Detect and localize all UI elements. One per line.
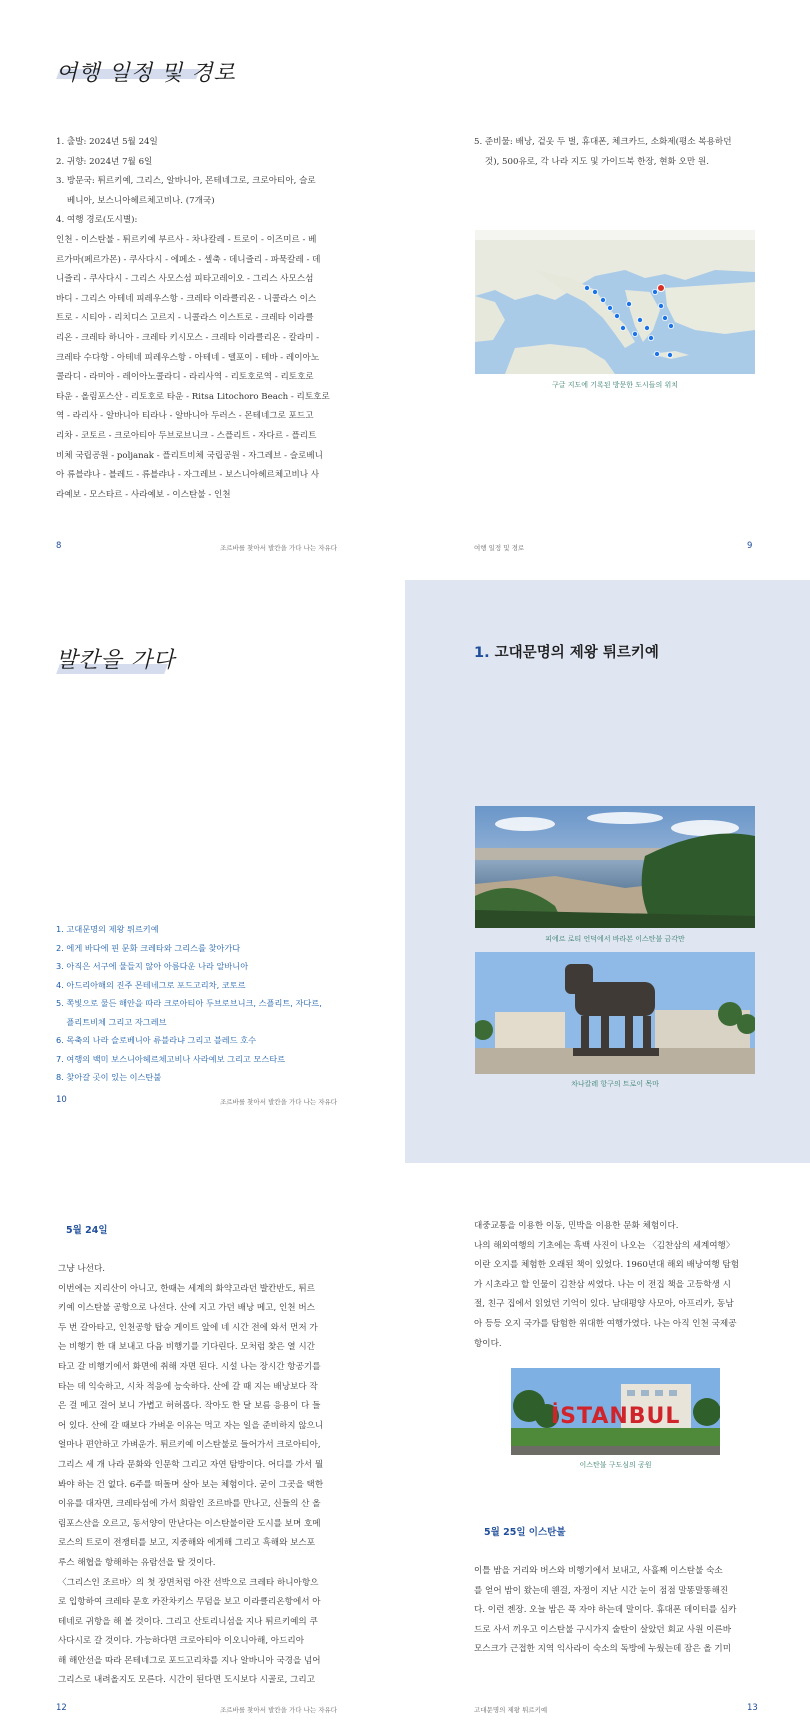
text-line: 콜라디 - 라미아 - 레이아노콜라디 - 라리사역 - 리토호로역 - 리토호로 — [56, 372, 314, 383]
text-line: 타는 데 익숙하고, 시차 적응에 능숙하다. 산에 갈 때 지는 배낭보다 작 — [58, 1381, 318, 1392]
running-head-chapter: 고대문명의 제왕 튀르키예 — [474, 1706, 548, 1714]
chapter-title: 고대문명의 제왕 튀르키예 — [494, 645, 659, 661]
text-line: 는 비행기 한 대 보내고 다음 비행기를 기다린다. 모처럼 찾은 열 시간 — [58, 1342, 315, 1353]
running-head-section: 여행 일정 및 경로 — [474, 544, 525, 552]
text-line: 해 해안선을 따라 몬테네그로 포드고리차를 지나 알바니아 국경을 넘어 — [58, 1655, 321, 1666]
spread-diary — [0, 1180, 810, 1728]
date-heading-may-25: 5월 25일 이스탄불 — [484, 1527, 566, 1538]
diary-text-right-bottom — [474, 1562, 764, 1660]
spread-going-balkans — [0, 580, 810, 1163]
toc-item: 1. 고대문명의 제왕 튀르키예 — [56, 924, 159, 934]
text-line: 2. 귀향: 2024년 7월 6일 — [56, 156, 153, 167]
text-line: 그냥 나선다. — [58, 1264, 105, 1274]
page-number-9: 9 — [747, 541, 753, 551]
map-caption: 구글 지도에 기록된 방문한 도시들의 위치 — [551, 381, 679, 389]
text-line: 리온 - 크레타 하니아 - 크레타 키시모스 - 크레타 이라클리온 - 칼라미 - — [56, 332, 320, 343]
text-line: 바디 - 그리스 아테네 피레우스항 - 크레타 이라클리온 - 니콜라스 이스 — [56, 293, 317, 304]
text-line: 봐야 하는 건 없다. 6주를 떠돌며 살아 보는 체험이다. 굳이 그곳을 택한 — [58, 1479, 324, 1490]
text-line: 비체 국립공원 - poljanak - 플리트비체 국립공원 - 자그레브 - 슬로베니 — [56, 450, 323, 461]
toc-item: 8. 찾아갈 곳이 있는 이스탄불 — [56, 1072, 162, 1082]
istanbul-sign: İSTANBUL — [551, 1404, 681, 1429]
text-line: 라예보 - 모스타르 - 사라예보 - 이스탄불 - 인천 — [56, 489, 231, 500]
text-line: 타고 갈 비행기에서 화면에 취해 자면 된다. 시설 나는 장시간 항공기를 — [58, 1361, 321, 1372]
text-line: 아 류블랴나 - 블레드 - 류블랴나 - 자그레브 - 보스니아헤르체고비나 사 — [56, 470, 320, 481]
text-line: 역 - 라리사 - 알바니아 티라나 - 알바니아 두러스 - 몬테네그로 포드고 — [56, 411, 314, 422]
text-line: 나의 해외여행의 기초에는 흑백 사진이 나오는 〈김찬삼의 세계여행〉 — [474, 1240, 735, 1251]
schedule-list-right — [474, 133, 764, 172]
script-title-balkans: 발칸을 가다 — [56, 648, 176, 673]
text-line: 은 걸 메고 걸어 보니 가볍고 허허롭다. 작아도 한 달 보름 응용이 다 들 — [58, 1401, 321, 1412]
text-line: 이란 오지를 체험한 오래된 책이 있었다. 1960년대 해외 배낭여행 탐험 — [474, 1260, 740, 1271]
chapter-heading — [474, 641, 659, 662]
text-line: 대중교통을 이용한 이동, 민박을 이용한 문화 체험이다. — [474, 1221, 679, 1231]
chapter-number: 1. — [474, 645, 490, 661]
text-line: 키예 이스탄불 공항으로 나선다. 산에 지고 가던 배낭 메고, 인천 버스 — [58, 1303, 315, 1314]
golden-horn-illustration — [475, 806, 755, 928]
text-line: 인천 - 이스탄불 - 튀르키예 부르사 - 차나칼레 - 트로이 - 이즈미르 - 베 — [56, 234, 317, 245]
text-line: 드로 사서 끼우고 이스탄불 구시가지 술탄이 살았던 회교 사원 이른바 — [474, 1624, 732, 1635]
text-line: 절, 친구 집에서 읽었던 기억이 있다. 남대평양 사모아, 아프리카, 동남 — [474, 1299, 734, 1310]
diary-text-left — [58, 1260, 354, 1691]
text-line: 다. 이런 젠장. 오늘 밤은 푹 자야 하는데 말이다. 휴대폰 데이터를 심카 — [474, 1605, 737, 1616]
text-line: 트로 - 시티아 - 리치디스 고르지 - 니콜라스 이스트로 - 크레타 이라클 — [56, 313, 314, 324]
text-line: 사다시로 갈 것이다. 가능하다면 크로아티아 이오니아해, 아드리아 — [58, 1636, 304, 1647]
text-line: 림포스산을 오르고, 동서양이 만난다는 이스탄불이란 도시를 보며 호메 — [58, 1518, 321, 1529]
text-line: 1. 출발: 2024년 5월 24일 — [56, 137, 158, 147]
table-of-contents — [56, 920, 356, 1087]
text-line: 베니아, 보스니아헤르체고비나. (7개국) — [56, 195, 215, 206]
spread-travel-schedule — [0, 0, 810, 560]
date-heading-may-24: 5월 24일 — [66, 1225, 108, 1236]
golden-horn-photo — [475, 806, 755, 928]
text-line: 이유를 대자면, 크레타섬에 가서 희람인 조르바를 만나고, 신들의 산 올 — [58, 1499, 321, 1510]
text-line: 아 등등 오지 국가를 탐험한 위대한 여행가였다. 나는 아직 인천 국제공 — [474, 1318, 737, 1329]
diary-text-right-top — [474, 1217, 764, 1354]
text-line: 가 시초라고 할 인물이 김찬삼 씨였다. 나는 이 전집 책을 고등학생 시 — [474, 1279, 731, 1290]
map-illustration — [475, 230, 755, 374]
text-line: 니즐리 - 쿠사다시 - 그리스 사모스섬 피타고레이오 - 그리스 사모스섬 — [56, 274, 314, 285]
text-line: 모스크가 근접한 지역 익사라이 숙소의 독방에 누웠는데 잠은 올 기미 — [474, 1644, 732, 1655]
text-line: 리차 - 코토르 - 크로아티아 두브로브니크 - 스플리트 - 자다르 - 플리트 — [56, 430, 317, 441]
text-line: 르가마(페르가몬) - 쿠사다시 - 에페소 - 셀축 - 데니즐리 - 파묵칼레 - 데 — [56, 254, 321, 265]
toc-item: 3. 아직은 서구에 물들지 않아 아름다운 나라 알바니아 — [56, 961, 249, 971]
schedule-list-left — [56, 133, 348, 505]
text-line: 를 얻어 밤이 왔는데 웬걸, 자정이 지난 시간 눈이 점점 말똥말똥해진 — [474, 1585, 729, 1596]
toc-item: 7. 여행의 백미 보스니아헤르체고비나 사라예보 그리고 모스타르 — [56, 1053, 286, 1064]
text-line: 이틀 밤을 거리와 버스와 비행기에서 보내고, 사흘째 이스탄불 숙소 — [474, 1566, 723, 1576]
text-line: 항이다. — [474, 1338, 502, 1349]
text-line: 것), 500유로, 각 나라 지도 및 가이드북 한장, 현화 오만 원. — [474, 156, 709, 167]
text-line: 5. 준비물: 배낭, 겉옷 두 벌, 휴대폰, 체크카드, 소화제(평소 복용하던 — [474, 137, 732, 147]
script-title-schedule: 여행 일정 및 경로 — [56, 61, 236, 86]
text-line: 로 입항하여 크레타 문호 카잔차키스 무덤을 보고 이라클리온항에서 아 — [58, 1597, 321, 1608]
text-line: 그리스 세 개 나라 문화와 인문학 그리고 자연 탐방이다. 어디를 가서 뭘 — [58, 1459, 324, 1470]
page-number-8: 8 — [56, 541, 62, 551]
toc-item: 6. 목축의 나라 슬로베니아 류블라냐 그리고 블레드 호수 — [56, 1035, 257, 1045]
istanbul-park-photo — [511, 1368, 720, 1455]
trojan-horse-photo — [475, 952, 755, 1074]
text-line: 테네로 귀항을 해 볼 것이다. 그리고 산토리니섬을 지나 튀르키예의 쿠 — [58, 1616, 318, 1627]
text-line: 어 있다. 산에 갈 때보다 가벼운 이유는 먹고 자는 일을 준비하지 않으니 — [58, 1420, 324, 1431]
text-line: 크레타 수다항 - 아테네 피레우스항 - 아테네 - 델포이 - 테바 - 레이아노 — [56, 352, 320, 363]
google-map-image — [475, 230, 755, 374]
page-number-13: 13 — [747, 1703, 758, 1713]
text-line: 〈그리스인 조르바〉의 첫 장면처럼 아잔 선박으로 크레타 하니아항으 — [58, 1577, 319, 1588]
running-head-book-title: 조르바를 찾아서 발칸을 가다 나는 자유다 — [220, 544, 338, 552]
toc-item: 5. 쪽빛으로 물든 해안을 따라 크로아티아 두브로브니크, 스플리트, 자다르, — [56, 998, 322, 1008]
toc-item: 4. 아드리아해의 진주 몬테네그로 포드고리차, 코토르 — [56, 979, 246, 990]
running-head-book-title-2: 조르바를 찾아서 발칸을 가다 나는 자유다 — [220, 1098, 338, 1106]
text-line: 4. 여행 경로(도시별): — [56, 215, 138, 226]
page-number-10: 10 — [56, 1095, 67, 1105]
text-line: 3. 방문국: 튀르키예, 그리스, 알바니아, 몬테네그로, 크로아티아, 슬로 — [56, 176, 316, 187]
text-line: 두 번 갈아타고, 인천공항 탑승 게이트 앞에 네 시간 전에 와서 먼저 가 — [58, 1322, 318, 1333]
text-line: 루스 해협을 항해하는 유람선을 탈 것이다. — [58, 1557, 216, 1568]
istanbul-park-caption: 이스탄불 구도심의 공원 — [579, 1461, 652, 1469]
golden-horn-caption: 피에르 로티 언덕에서 바라본 이스탄불 금각만 — [545, 935, 685, 943]
trojan-horse-caption: 차나칼레 항구의 트로이 목마 — [571, 1080, 659, 1088]
toc-item: 플리트비체 그리고 자그레브 — [56, 1016, 167, 1027]
trojan-horse-illustration — [475, 952, 755, 1074]
text-line: 타운 - 올림포스산 - 리토호로 타운 - Ritsa Litochoro Beach - 리토호로 — [56, 391, 330, 402]
page-number-12: 12 — [56, 1703, 67, 1713]
running-head-book-title-3: 조르바를 찾아서 발칸을 가다 나는 자유다 — [220, 1706, 338, 1714]
text-line: 얼마나 편안하고 가벼운가. 튀르키예 이스탄불로 들어가서 크로아티아, — [58, 1440, 321, 1451]
text-line: 이번에는 지리산이 아니고, 한때는 세계의 화약고라던 발칸반도, 튀르 — [58, 1283, 316, 1294]
text-line: 그리스로 내려올지도 모른다. 시간이 된다면 도시보다 시골로, 그리고 — [58, 1675, 316, 1686]
text-line: 로스의 트로이 전쟁터를 보고, 지중해와 에게해 그리고 흑해와 보스포 — [58, 1538, 316, 1549]
toc-item: 2. 에게 바다에 핀 문화 크레타와 그리스를 찾아가다 — [56, 942, 241, 953]
